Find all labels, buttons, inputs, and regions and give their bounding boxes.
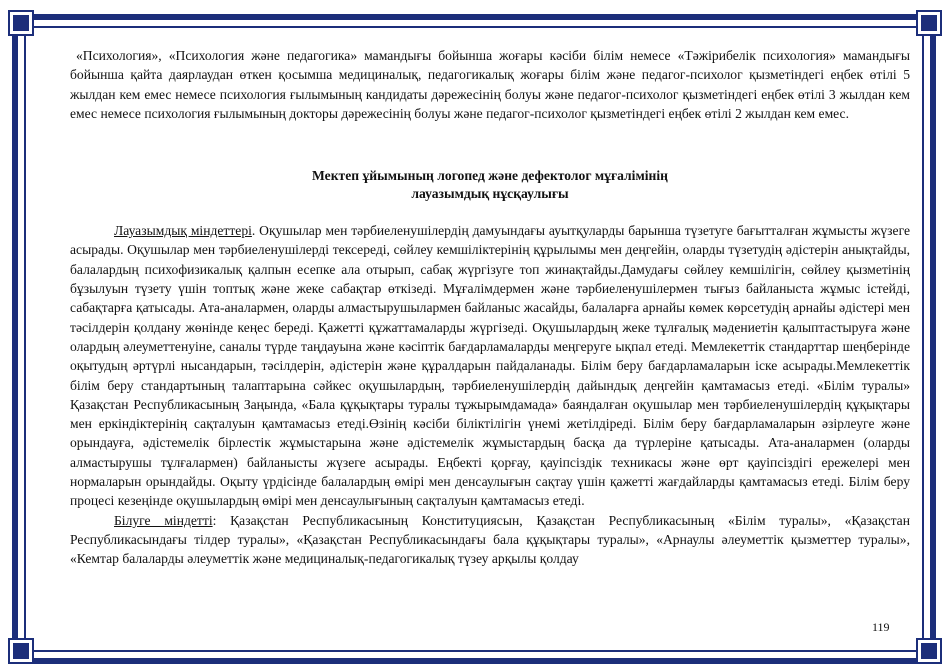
frame-corner-ornament xyxy=(10,640,32,662)
duties-term: Лауазымдық міндеттері xyxy=(114,223,252,239)
duties-paragraph xyxy=(70,221,910,510)
knowledge-term: Білуге міндетті xyxy=(114,512,213,528)
frame-corner-ornament xyxy=(918,640,940,662)
document-body xyxy=(70,46,910,626)
duties-text: . Оқушылар мен тәрбиеленушілердің дамуындағы ауытқуларды барынша түзетуге бағытталған жұмысты жүзеге асырады. Оқушылар мен тәрбиеленушілерді тексереді, сөйлеу кемшіліктерінің құрылымы мен деңгейін, оларды түзетудің әдістерін анықтайды, балалардың психофизикалық қалпын есепке ала отырып, сабақ жүргізуге топ жинақтайды.Дамудағы сөйлеу кемшілігін, сөйлеу қызметінің бұзылуын түзету үшін топтық және жеке сабақтар өткізеді. Мұғалімдермен және тәрбиеленушілермен тығыз байланыста жұмыс істейді, сабақтарға қатысады. Ата-аналармен, оларды алмастырушылармен байланыс жасайды, балаларға арнайы көмек көрсетудің арнайы әдістері мен тәсілдерін қолдану жөнінде кеңес береді. Қажетті құжаттамаларды жүргізеді. Оқушылардың жеке тұлғалық мәдениетін қалыптастыруға және олардың әлеуметтенуіне, саналы түрде таңдауына және кәсіптік бағдарламаларды меңгеруге ықпал етеді. Мемлекеттік стандарттар шеңберінде оқытудың әртүрлі нысандарын, тәсілдерін, әдістерін және құралдарын пайдаланады. Білім беру бағдарламаларын іске асырады.Мемлекеттік білім беру стандартының талаптарына сәйкес оқушылардың, тәрбиеленушілердің дайындық деңгейін қамтамасыз етеді. «Білім туралы» Қазақстан Республикасының Заңында, «Бала құқықтары туралы тұжырымдамада» баяндалған оқушылар мен тәрбиеленушілердің құқықтары мен еркіндіктерінің сақталуын қамтамасыз етеді.Өзінің кәсіби біліктілігін үнемі жетілдіреді. Білім беру бағдарламаларын әзірлеуге және орындауға, әдістемелік бірлестік жұмыстарына және әдістемелік жұмыстардың басқа да түрлеріне қатысады. Ата-аналармен (оларды алмастырушы тұлғалармен) байланысты жүзеге асырады. Еңбекті қорғау, қауіпсіздік техникасы және өрт қауіпсіздігі ережелері мен нормаларын орындайды. Оқыту үрдісінде балалардың өмірі мен денсаулығын сақтау үшін қажетті жағдайларды қамтамасыз етеді. Білім беру процесі кезеңінде оқушылардың өмірі мен денсаулығының сақталуын қамтамасыз етеді. xyxy=(70,223,910,509)
knowledge-text: : Қазақстан Республикасының Конституциясын, Қазақстан Республикасының «Білім туралы», «Қазақстан Республикасындағы тілдер туралы», «Қазақстан Республикасындағы бала құқықтары туралы», «Арнаулы әлеуметтік қызметтер туралы», «Кемтар балаларды әлеуметтік және медициналық-педагогикалық түзеу арқылы қолдау xyxy=(70,512,910,567)
heading-line-1: Мектеп ұйымының логопед және дефектолог мұғалімінің xyxy=(312,168,668,184)
page-number: 119 xyxy=(872,620,890,634)
frame-corner-ornament xyxy=(10,12,32,34)
section-heading xyxy=(70,167,910,203)
knowledge-paragraph xyxy=(70,511,910,569)
intro-paragraph: «Психология», «Психология және педагогика» мамандығы бойынша жоғары кәсіби білім немесе «Тәжірибелік психология» мамандығы бойынша қайта даярлаудан өткен қосымша медициналық, педагогикалық жоғары білім және педагог-психолог қызметіндегі еңбек өтілі 5 жылдан кем емес немесе психология ғылымының кандидаты дәрежесінің болуы және педагог-психолог қызметіндегі еңбек өтілі 3 жылдан кем емес немесе психология ғылымының докторы дәрежесінің болуы және педагог-психолог қызметіндегі еңбек өтілі 2 жылдан кем емес. xyxy=(70,48,910,121)
heading-line-2: лауазымдық нұсқаулығы xyxy=(411,186,569,202)
frame-corner-ornament xyxy=(918,12,940,34)
